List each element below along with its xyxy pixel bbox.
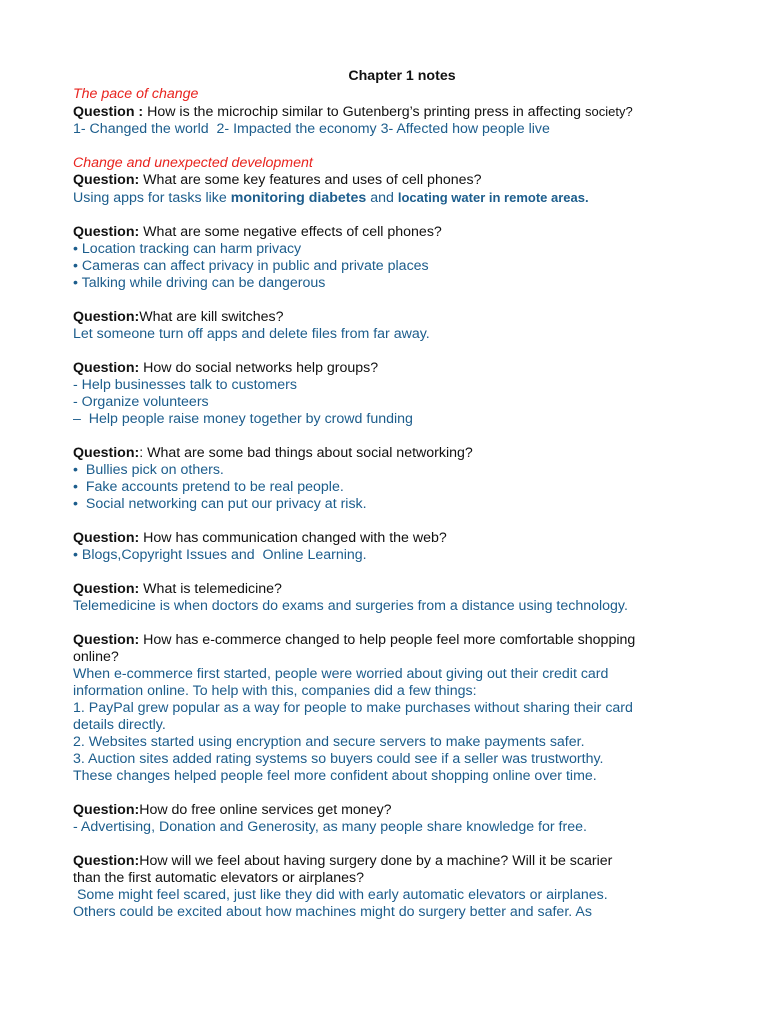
bullet-text: Talking while driving can be dangerous xyxy=(81,275,326,291)
bullet-icon: • xyxy=(73,479,78,495)
answer-line: When e-commerce first started, people were worried about giving out their credit card xyxy=(73,666,609,682)
question-label: Question: xyxy=(73,309,140,325)
answer-text: and xyxy=(366,190,398,206)
section-heading-pace: The pace of change xyxy=(73,86,199,102)
question-text: How will we feel about having surgery done by a machine? Will it be scarier xyxy=(139,853,613,869)
answer-2 xyxy=(73,189,713,207)
answer-8: Telemedicine is when doctors do exams and surgeries from a distance using technology. xyxy=(73,598,628,614)
question-text: How is the microchip similar to Gutenberg’s printing press in affecting xyxy=(143,104,586,120)
answer-line: Some might feel scared, just like they did with early automatic elevators or airplanes. xyxy=(73,887,608,903)
answer-line: These changes helped people feel more confident about shopping online over time. xyxy=(73,768,597,784)
question-label: Question: xyxy=(73,172,140,188)
list-item: - Organize volunteers xyxy=(73,394,209,410)
list-item: – Help people raise money together by crowd funding xyxy=(73,411,413,427)
spacer xyxy=(73,292,713,309)
question-label: Question: xyxy=(73,530,140,546)
question-text: What are some negative effects of cell phones? xyxy=(139,224,442,240)
question-4 xyxy=(73,309,713,326)
bullet-item xyxy=(73,241,713,258)
question-label: Question: xyxy=(73,802,140,818)
question-label: Question: xyxy=(73,224,140,240)
question-label: Question: xyxy=(73,853,140,869)
question-label: Question: xyxy=(73,632,140,648)
bullet-item xyxy=(73,258,713,275)
bullet-item xyxy=(73,547,713,564)
bullet-icon: • xyxy=(73,275,78,291)
question-9-continued: online? xyxy=(73,649,119,665)
answer-line: information online. To help with this, companies did a few things: xyxy=(73,683,477,699)
question-text: How has communication changed with the web? xyxy=(139,530,447,546)
bullet-icon: • xyxy=(73,462,78,478)
document-title: Chapter 1 notes xyxy=(348,68,456,84)
bullet-text: Bullies pick on others. xyxy=(85,462,224,478)
question-label: Question : xyxy=(73,104,144,120)
answer-line: details directly. xyxy=(73,717,166,733)
question-label: Question: xyxy=(73,445,140,461)
question-text-small: society? xyxy=(585,104,633,119)
question-text: How do free online services get money? xyxy=(139,802,392,818)
spacer xyxy=(73,615,713,632)
question-text: What is telemedicine? xyxy=(139,581,282,597)
bullet-text: Blogs,Copyright Issues and Online Learning. xyxy=(81,547,367,563)
bullet-icon: • xyxy=(73,496,78,512)
question-5 xyxy=(73,360,713,377)
spacer xyxy=(73,513,713,530)
question-11 xyxy=(73,853,713,870)
question-text: : What are some bad things about social networking? xyxy=(139,445,473,461)
answer-10: - Advertising, Donation and Generosity, as many people share knowledge for free. xyxy=(73,819,587,835)
bullet-item xyxy=(73,496,713,513)
question-6 xyxy=(73,445,713,462)
notes-page xyxy=(73,68,713,921)
question-2 xyxy=(73,172,713,189)
question-8 xyxy=(73,581,713,598)
question-text: How do social networks help groups? xyxy=(139,360,379,376)
bullet-text: Location tracking can harm privacy xyxy=(81,241,302,257)
section-heading-change: Change and unexpected development xyxy=(73,155,313,171)
question-label: Question: xyxy=(73,581,140,597)
bullet-text: Social networking can put our privacy at risk. xyxy=(85,496,367,512)
question-9 xyxy=(73,632,713,649)
spacer xyxy=(73,428,713,445)
question-11-continued: than the first automatic elevators or airplanes? xyxy=(73,870,364,886)
question-text: How has e-commerce changed to help people feel more comfortable shopping xyxy=(139,632,636,648)
question-label: Question: xyxy=(73,360,140,376)
answer-line: 2. Websites started using encryption and secure servers to make payments safer. xyxy=(73,734,585,750)
answer-4: Let someone turn off apps and delete files from far away. xyxy=(73,326,430,342)
bullet-item xyxy=(73,462,713,479)
question-text: What are kill switches? xyxy=(139,309,284,325)
bullet-item xyxy=(73,275,713,292)
question-10 xyxy=(73,802,713,819)
answer-bold: locating water in remote areas. xyxy=(397,190,589,205)
answer-line: 3. Auction sites added rating systems so buyers could see if a seller was trustworthy. xyxy=(73,751,604,767)
bullet-icon: • xyxy=(73,547,78,563)
spacer xyxy=(73,564,713,581)
question-3 xyxy=(73,224,713,241)
spacer xyxy=(73,343,713,360)
spacer xyxy=(73,785,713,802)
bullet-text: Cameras can affect privacy in public and private places xyxy=(81,258,429,274)
answer-bold: monitoring diabetes xyxy=(230,190,367,206)
spacer xyxy=(73,138,713,155)
bullet-text: Fake accounts pretend to be real people. xyxy=(85,479,344,495)
question-text: What are some key features and uses of cell phones? xyxy=(139,172,482,188)
bullet-icon: • xyxy=(73,258,78,274)
answer-text: Using apps for tasks like xyxy=(73,190,231,206)
spacer xyxy=(73,207,713,224)
bullet-icon: • xyxy=(73,241,78,257)
answer-line: Others could be excited about how machines might do surgery better and safer. As xyxy=(73,904,592,920)
list-item: - Help businesses talk to customers xyxy=(73,377,297,393)
question-1 xyxy=(73,103,713,121)
answer-1: 1- Changed the world 2- Impacted the economy 3- Affected how people live xyxy=(73,121,550,137)
question-7 xyxy=(73,530,713,547)
bullet-item xyxy=(73,479,713,496)
answer-line: 1. PayPal grew popular as a way for people to make purchases without sharing their card xyxy=(73,700,633,716)
spacer xyxy=(73,836,713,853)
